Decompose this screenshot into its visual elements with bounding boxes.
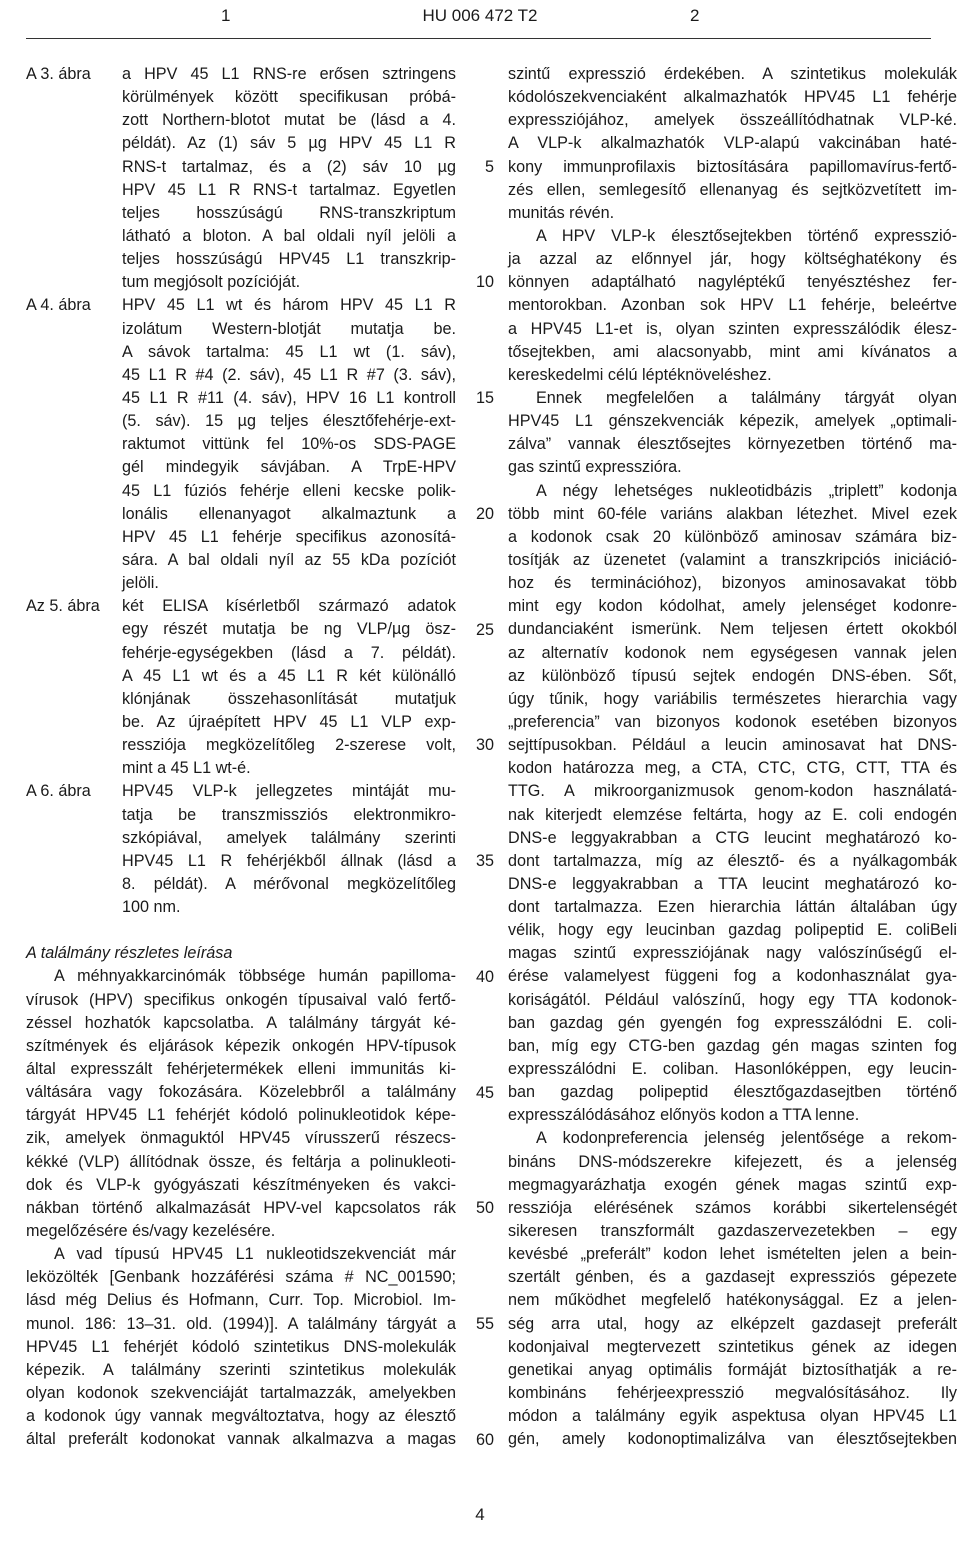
caption-line: HPV 45 L1 fehérje specifikus azonosítá- (122, 527, 456, 546)
right-column (508, 63, 957, 1451)
caption-line: HPV 45 L1 R RNS-t tartalmaz. Egyetlen (122, 180, 456, 199)
paragraph-line: zálva” vannak élesztősejtes környezetben történő ma- (508, 435, 957, 454)
caption-line: lonális ellenanyagot alkalmaztunk a (122, 504, 456, 523)
line-number: 15 (475, 389, 494, 408)
caption-line: a HPV 45 L1 RNS-re erősen sztringens (122, 65, 456, 83)
paragraph (508, 225, 957, 387)
paragraph-line: magas szintű expressziójának nagy valószínűségű el- (508, 944, 957, 963)
paragraph (26, 965, 456, 1243)
paragraph-line: A kodonpreferencia jelenség jelentősége a rekom- (536, 1129, 957, 1148)
paragraph-line: vélik, hogy egy leucinban gazdag polipeptid E. coliBeli (508, 921, 957, 940)
caption-line: teljes hosszúságú RNS-transzkriptum (122, 203, 456, 222)
figure-caption-body (122, 780, 456, 919)
paragraph-line: tősejtekben, ami alacsonyabb, mint ami kívánatos a (508, 342, 957, 361)
paragraph-line: ja azzal az előnnyel jár, hogy költséghatékony és (508, 250, 957, 269)
caption-line: 8. példát). A mérővonal megközelítőleg (122, 874, 456, 893)
figure-caption-body (122, 63, 456, 294)
paragraph-line: dundanciaként ismerünk. Nem teljesen értett okokból (508, 620, 957, 639)
paragraph-line: gas szintű expresszióra. (508, 458, 682, 477)
caption-line: RNS-t tartalmaz, és a (2) sáv 10 µg (122, 157, 456, 176)
paragraph (508, 480, 957, 1128)
figure-caption (26, 595, 456, 780)
line-number: 60 (475, 1430, 494, 1449)
paragraph-line: megmagyarázhatja exogén gének magas szintű exp- (508, 1175, 957, 1194)
line-number: 40 (475, 967, 494, 986)
paragraph (508, 1127, 957, 1451)
line-number: 5 (484, 157, 494, 176)
paragraph-line: szintű expresszió érdekében. A szintetikus molekulák (508, 65, 957, 83)
paragraph-line: nak kiterjedt elemzése feltárta, hogy az E. coli endogén (508, 805, 957, 824)
caption-line: be. Az újraépített HPV 45 L1 VLP exp- (122, 712, 456, 731)
paragraph-line: ressziója elérésének számos korábbi sikertelenségét (508, 1198, 957, 1217)
paragraph-line: az alternatív kodonok nem egységesen vannak jelen (508, 643, 957, 662)
paragraph-line: dok és VLP-k gyógyászati készítményeken és vakci- (26, 1175, 456, 1194)
paragraph-line: expresszálódásához előnyös kodon a TTA lenne. (508, 1106, 860, 1125)
paragraph (508, 63, 957, 225)
paragraph-line: lásd még Delius és Hofmann, Curr. Top. Microbiol. Im- (26, 1291, 456, 1310)
paragraph-line: váltására vagy fokozására. Közelebbről a találmány (26, 1083, 456, 1102)
caption-line: 45 L1 R #4 (2. sáv), 45 L1 R #7 (3. sáv), (122, 365, 456, 384)
caption-line: jelöli. (122, 574, 159, 593)
paragraph-line: DNS-e leggyakrabban a TTA leucint meghatározó ko- (508, 874, 957, 893)
paragraph-line: HPV45 L1 fehérjét kódoló szintetikus DNS-molekulák (26, 1337, 456, 1356)
header-doc-number: HU 006 472 T2 (422, 6, 538, 25)
caption-line: raktumot vittünk fel 10%-os SDS-PAGE (122, 435, 456, 454)
paragraph-line: kony immunprofilaxis biztosítására papillomavírus-fertő- (508, 157, 957, 176)
paragraph-line: gén, amely kodonoptimalizálva van élesztősejtekben (508, 1430, 957, 1449)
spacer (26, 919, 456, 942)
caption-line: látható a bloton. A bal oldali nyíl jelöli a (122, 226, 456, 245)
paragraph-line: vírusok (HPV) specifikus onkogén típusaival való fertő- (26, 990, 456, 1009)
line-number: 25 (475, 620, 494, 639)
paragraph-line: munol. 186: 13–31. old. (1994)]. A találmány tárgyát a (26, 1314, 456, 1333)
caption-line: 45 L1 R #11 (4. sáv), HPV 16 L1 kontroll (122, 388, 456, 407)
paragraph-line: HPV45 L1 génszekvenciák képezik, amelyek „optimali- (508, 412, 957, 431)
paragraph-line: érése valamelyest függeni fog a kodonhasználat gya- (508, 967, 957, 986)
figure-caption-body (122, 294, 456, 595)
caption-line: izolátum Western-blotját mutatja be. (122, 319, 456, 338)
header-page-right: 2 (690, 6, 700, 25)
caption-line: ressziója megközelítőleg 2-szerese volt, (122, 736, 456, 755)
paragraph-line: olyan kodonok szekvenciáját tartalmazzák, amelyekben (26, 1384, 456, 1403)
caption-line: tum megjósolt pozícióját. (122, 273, 301, 292)
figure-label: Az 5. ábra (26, 597, 100, 616)
caption-line: szkópiával, amelyek találmány szerinti (122, 828, 456, 847)
paragraph-line: dont tartalmazza. Ezen hierarchia láttán általában úgy (508, 898, 957, 917)
paragraph-line: módon a találmány egyik aspektusa olyan HPV45 L1 (508, 1407, 957, 1426)
paragraph-line: kékké (VLP) állítódnak össze, és feltárja a polinukleoti- (26, 1152, 456, 1171)
caption-line: zott Northern-blotot mutat be (lásd a 4. (122, 111, 456, 130)
paragraph-line: ban, míg egy CTG-ben gazdag gén magas szinten fog (508, 1036, 957, 1055)
paragraph-line: DNS-e leggyakrabban a CTG leucint meghatározó ko- (508, 828, 957, 847)
paragraph-line: nákban történő alkalmazását HPV-vel kapcsolatos rák (26, 1198, 456, 1217)
line-number: 30 (475, 736, 494, 755)
paragraph-line: zik, amelyek önmaguktól HPV45 vírusszerű részecs- (26, 1129, 456, 1148)
figure-caption (26, 294, 456, 595)
paragraph-line: hoz és terminációhoz), bizonyos aminosavakat több (508, 574, 957, 593)
figure-caption-body (122, 595, 456, 780)
line-number: 10 (475, 273, 494, 292)
paragraph (26, 1243, 456, 1451)
paragraph-line: könnyen adaptálható nagyléptékű tenyésztéshez fer- (508, 273, 957, 292)
line-number: 50 (475, 1199, 494, 1218)
paragraph-line: a kodonok úgy vannak megváltoztatva, hogy az élesztő (26, 1407, 456, 1426)
paragraph-line: kodonjaival megtervezett szintetikus gének az idegen (508, 1337, 957, 1356)
caption-line: HPV 45 L1 wt és három HPV 45 L1 R (122, 296, 456, 315)
caption-line: HPV45 VLP-k jellegzetes mintáját mu- (122, 782, 456, 801)
caption-line: A sávok tartalma: 45 L1 wt (1. sáv), (122, 342, 456, 361)
paragraph-line: az különböző típusú sejtek endogén DNS-ében. Sőt, (508, 666, 957, 685)
paragraph-line: úgy tűnik, hogy variábilis természetes hierarchia vagy (508, 689, 957, 708)
paragraph-line: szítmények és eljárások képezik onkogén HPV-típusok (26, 1036, 456, 1055)
paragraph-line: A HPV VLP-k élesztősejtekben történő expresszió- (536, 226, 957, 245)
paragraph-line: ban gazdag polipeptid élesztőgazdasejtben történő (508, 1083, 957, 1102)
paragraph-line: Ennek megfelelően a találmány tárgyát olyan (536, 388, 957, 407)
paragraph-line: által preferált kodonokat vannak alkalmazva a magas (26, 1430, 456, 1449)
paragraph-line: leközölték [Genbank hozzáférési száma # NC_001590; (26, 1268, 456, 1287)
paragraph-line: több mint 60-féle variáns alakban létezhet. Mivel ezek (508, 504, 957, 523)
paragraph-line: kodon határozza meg, a CTA, CTC, CTG, CTT, TTA és (508, 759, 957, 778)
caption-line: példát). Az (1) sáv 5 µg HPV 45 L1 R (122, 134, 456, 153)
paragraph-line: dont tartalmazza, míg az élesztő- és a nyálkagombák (508, 851, 957, 870)
header-divider (26, 38, 931, 39)
caption-line: 100 nm. (122, 898, 181, 917)
paragraph-line: bináns DNS-módszerekre kifejezett, és a jelenség (508, 1152, 957, 1171)
paragraph-line: képezik. A találmány szerinti szintetikus molekulák (26, 1360, 456, 1379)
paragraph (508, 387, 957, 480)
header-page-left: 1 (221, 6, 231, 25)
paragraph-line: A vad típusú HPV45 L1 nukleotidszekvenciát már (54, 1245, 456, 1264)
paragraph-line: a HPV45 L1-et is, olyan szinten expresszálódik élesz- (508, 319, 957, 338)
paragraph-line: megelőzésére és/vagy kezelésére. (26, 1222, 276, 1241)
paragraph-line: sejttípusokban. Például a leucin aminosavat hat DNS- (508, 736, 957, 755)
paragraph-line: kódolószekvenciaként alkalmazhatók HPV45 L1 fehérje (508, 88, 957, 107)
paragraph-line: szertált génben, és a gazdasejt expressziós gépezete (508, 1268, 957, 1287)
line-number: 45 (475, 1083, 494, 1102)
paragraph-line: munitás révén. (508, 203, 615, 222)
caption-line: mint a 45 L1 wt-é. (122, 759, 251, 778)
paragraph-line: kombináns fehérjeexpresszió megvalósításához. Ily (508, 1384, 957, 1403)
footer-page-number: 4 (475, 1505, 485, 1524)
paragraph-line: nem működhet megfelelő hatékonysággal. Ez a jelen- (508, 1291, 957, 1310)
paragraph-line: TTG. A mikroorganizmusok genom-kodon használatá- (508, 782, 957, 801)
line-number: 20 (475, 504, 494, 523)
caption-line: tatja be transzmissziós elektronmikro- (122, 805, 456, 824)
figure-caption (26, 63, 456, 294)
paragraph-line: mentorokban. Azonban sok HPV L1 fehérje, beleértve (508, 296, 957, 315)
paragraph-line: zéssel hozhatók kapcsolatba. A találmány tárgyát ké- (26, 1013, 456, 1032)
caption-line: fehérje-egységekben (lásd a 7. példát). (122, 643, 456, 662)
caption-line: gél mindegyik sávjában. A TrpE-HPV (122, 458, 456, 477)
caption-line: sára. A bal oldali nyíl az 55 kDa pozíciót (122, 550, 456, 569)
caption-line: egy részét mutatja be ng VLP/µg ösz- (122, 620, 456, 639)
caption-line: két ELISA kísérletből származó adatok (122, 597, 456, 616)
paragraph-line: expresszálódni E. coliban. Hasonlóképpen, egy leucin- (508, 1060, 957, 1079)
paragraph-line: tosítják az üzenetet (valamint a transzkripciós iniciáció- (508, 550, 957, 569)
left-column (26, 63, 456, 1451)
caption-line: körülmények között specifikusan próbá- (122, 88, 456, 107)
paragraph-line: tárgyát HPV45 L1 fehérjét kódoló polinukleotidok képe- (26, 1106, 456, 1125)
paragraph-line: által expresszált fehérjetermékek elleni immunitás ki- (26, 1060, 456, 1079)
paragraph-line: a kodonok csak 20 különböző aminosav számára biz- (508, 527, 957, 546)
line-number: 55 (475, 1315, 494, 1334)
paragraph-line: koriságától. Például valószínű, hogy egy TTA kodonok- (508, 990, 957, 1009)
paragraph-line: ség arra utal, hogy az elképzelt gazdasejt preferált (508, 1314, 957, 1333)
caption-line: 45 L1 fúziós fehérje elleni kecske polik- (122, 481, 456, 500)
figure-caption (26, 780, 456, 919)
figure-label: A 3. ábra (26, 65, 91, 83)
paragraph-line: expressziójához, amelyek összeállítódhatnak VLP-ké. (508, 111, 957, 130)
caption-line: klónjának összehasonlítását mutatjuk (122, 689, 456, 708)
caption-line: (5. sáv). 15 µg teljes élesztőfehérje-ext- (122, 412, 456, 431)
paragraph-line: genetikai anyag optimális formáját biztosíthatják a re- (508, 1360, 957, 1379)
caption-line: HPV45 L1 R fehérjékből állnak (lásd a (122, 851, 456, 870)
paragraph-line: kevésbé „preferált” kodon lehet ismételten jelen a bein- (508, 1245, 957, 1264)
paragraph-line: „preferencia” van bizonyos kodonok esetében bizonyos (508, 712, 957, 731)
paragraph-line: sikeresen transzformált gazdaszervezetekben – egy (508, 1222, 957, 1241)
section-title: A találmány részletes leírása (26, 944, 233, 963)
paragraph-line: ban gazdag gén gyengén fog expresszálódni E. coli- (508, 1013, 957, 1032)
paragraph-line: A méhnyakkarcinómák többsége humán papilloma- (54, 967, 456, 986)
paragraph-line: A VLP-k alkalmazhatók VLP-alapú vakcinában haté- (508, 134, 957, 153)
caption-line: A 45 L1 wt és a 45 L1 R két különálló (122, 666, 456, 685)
figure-label: A 4. ábra (26, 296, 91, 315)
paragraph-line: A négy lehetséges nukleotidbázis „triplett” kodonja (536, 481, 957, 500)
caption-line: teljes hosszúságú HPV45 L1 transzkrip- (122, 250, 456, 269)
paragraph-line: zés ellen, semlegesítő ellenanyag és sejtközvetített im- (508, 180, 957, 199)
line-number: 35 (475, 852, 494, 871)
paragraph-line: kereskedelmi célú léptéknöveléshez. (508, 365, 772, 384)
figure-label: A 6. ábra (26, 782, 91, 801)
paragraph-line: mint egy kodon kódolhat, amely jelenséget kodonre- (508, 597, 957, 616)
